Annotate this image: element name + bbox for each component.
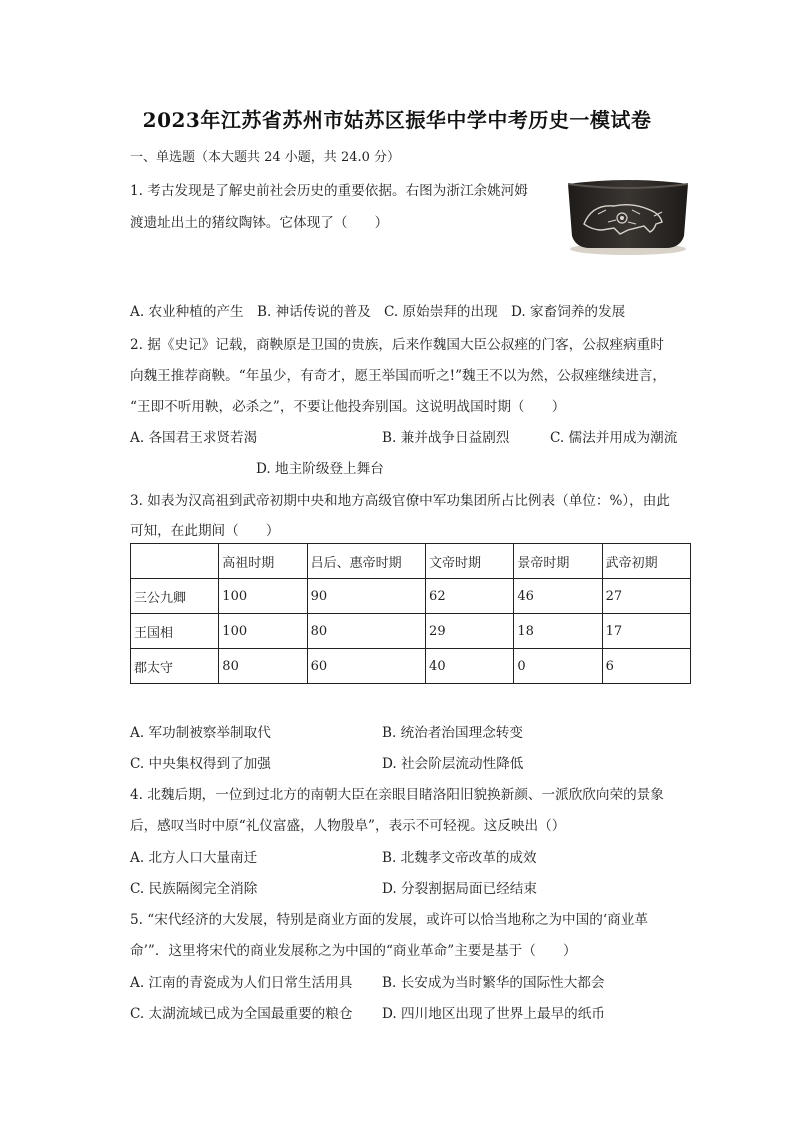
question-4-line-1: 4. 北魏后期，一位到过北方的南朝大臣在亲眼目睹洛阳旧貌换新颜、一派欣欣向荣的景象 — [130, 787, 664, 803]
question-1-line-1: 1. 考古发现是了解史前社会历史的重要依据。右图为浙江余姚河姆 — [130, 183, 528, 199]
table-row — [131, 614, 691, 649]
question-3-option-d: D. 社会阶层流动性降低 — [382, 756, 524, 772]
question-2-line-2: 向魏王推荐商鞅。“年虽少，有奇才，愿王举国而听之!”魏王不以为然，公叔痤继续进言， — [130, 368, 666, 384]
table-header-cell — [131, 544, 219, 579]
exam-title: 2023年江苏省苏州市姑苏区振华中学中考历史一模试卷 — [142, 108, 652, 132]
section-heading: 一、单选题（本大题共 24 小题，共 24.0 分） — [130, 150, 401, 165]
question-4-option-b: B. 北魏孝文帝改革的成效 — [382, 850, 537, 866]
question-3-option-b: B. 统治者治国理念转变 — [382, 725, 523, 741]
question-5-option-d: D. 四川地区出现了世界上最早的纸币 — [382, 1006, 605, 1022]
table-cell: 80 — [307, 614, 425, 649]
question-1-option-c: C. 原始崇拜的出现 — [384, 304, 498, 320]
table-cell: 6 — [602, 649, 690, 684]
question-5-option-c: C. 太湖流域已成为全国最重要的粮仓 — [130, 1006, 353, 1022]
pig-pattern-pottery-bowl-image — [562, 174, 694, 256]
question-1-line-2: 渡遗址出土的猪纹陶钵。它体现了（ ） — [130, 215, 389, 231]
table-cell: 三公九卿 — [131, 579, 219, 614]
question-4-line-2: 后，感叹当时中原“礼仪富盛，人物殷阜”，表示不可轻视。这反映出（） — [130, 818, 566, 834]
table-cell: 郡太守 — [131, 649, 219, 684]
question-3-line-1: 3. 如表为汉高祖到武帝初期中央和地方高级官僚中军功集团所占比例表（单位：%），由此 — [130, 493, 670, 509]
question-3-option-c: C. 中央集权得到了加强 — [130, 756, 271, 772]
table-header-cell: 文帝时期 — [426, 544, 514, 579]
table-row — [131, 579, 691, 614]
question-2-option-c: C. 儒法并用成为潮流 — [550, 430, 678, 446]
military-merit-ratio-table — [130, 543, 691, 684]
table-cell: 40 — [426, 649, 514, 684]
table-cell: 100 — [219, 614, 307, 649]
question-1-option-a: A. 农业种植的产生 — [130, 304, 244, 320]
question-4-option-d: D. 分裂割据局面已经结束 — [382, 881, 537, 897]
table-cell: 62 — [426, 579, 514, 614]
question-5-option-b: B. 长安成为当时繁华的国际性大都会 — [382, 975, 605, 991]
question-2-line-1: 2. 据《史记》记载，商鞅原是卫国的贵族，后来作魏国大臣公叔痤的门客，公叔痤病重时 — [130, 337, 664, 353]
table-header-cell: 景帝时期 — [514, 544, 602, 579]
question-5-line-1: 5. “宋代经济的大发展，特别是商业方面的发展，或许可以恰当地称之为中国的‘商业革 — [130, 912, 648, 928]
table-cell: 60 — [307, 649, 425, 684]
table-cell: 17 — [602, 614, 690, 649]
question-4-option-a: A. 北方人口大量南迁 — [130, 850, 258, 866]
question-2-option-a: A. 各国君王求贤若渴 — [130, 430, 258, 446]
table-header-cell: 武帝初期 — [602, 544, 690, 579]
question-4-option-c: C. 民族隔阂完全消除 — [130, 881, 258, 897]
table-cell: 29 — [426, 614, 514, 649]
question-3-line-2: 可知，在此期间（ ） — [130, 523, 280, 539]
question-2-line-3: “王即不听用鞅，必杀之”，不要让他投奔别国。这说明战国时期（ ） — [130, 399, 566, 415]
table-cell: 90 — [307, 579, 425, 614]
question-1-stem — [130, 175, 550, 239]
table-header-cell: 高祖时期 — [219, 544, 307, 579]
table-row — [131, 649, 691, 684]
table-cell: 80 — [219, 649, 307, 684]
question-5-option-a: A. 江南的青瓷成为人们日常生活用具 — [130, 975, 353, 991]
table-header-row — [131, 544, 691, 579]
table-cell: 27 — [602, 579, 690, 614]
question-2-option-d: D. 地主阶级登上舞台 — [256, 461, 384, 477]
table-cell: 18 — [514, 614, 602, 649]
question-2-option-b: B. 兼并战争日益剧烈 — [382, 430, 510, 446]
table-header-cell: 吕后、惠帝时期 — [307, 544, 425, 579]
question-3-option-a: A. 军功制被察举制取代 — [130, 725, 271, 741]
table-cell: 0 — [514, 649, 602, 684]
question-1-option-d: D. 家畜饲养的发展 — [511, 304, 626, 320]
table-cell: 46 — [514, 579, 602, 614]
table-cell: 100 — [219, 579, 307, 614]
question-5-line-2: 命’”．这里将宋代的商业发展称之为中国的“商业革命”主要是基于（ ） — [130, 943, 577, 959]
table-cell: 王国相 — [131, 614, 219, 649]
question-1-option-b: B. 神话传说的普及 — [257, 304, 371, 320]
